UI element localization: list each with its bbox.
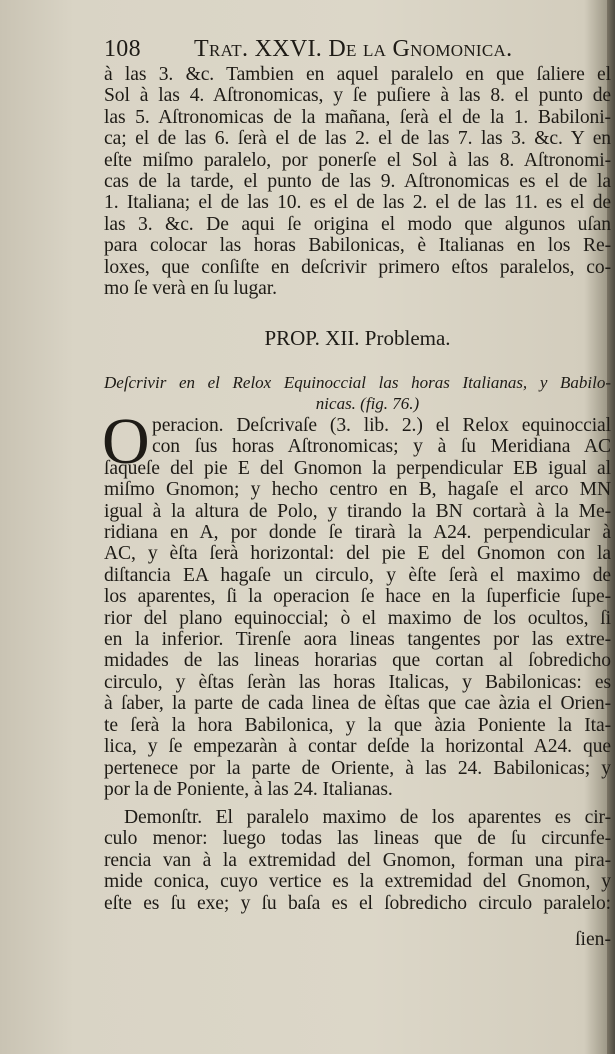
text-line: diſtancia EA hagaſe un circulo, y èſte ſerà el maximo de [104, 564, 611, 586]
text-line: AC, y èſta ſerà horizontal: del pie E del Gnomon con la [104, 543, 611, 565]
text-line: por la de Poniente, à las 24. Italianas. [104, 778, 393, 800]
text-line: ſaqueſe del pie E del Gnomon la perpendicular EB igual al [104, 457, 611, 479]
text-line: miſmo Gnomon; y hecho centro en B, hagaſe el arco MN [104, 479, 611, 501]
text-line: Demonſtr. El paralelo maximo de los aparentes es cir- [124, 807, 611, 828]
text-line: peracion. Deſcrivaſe (3. lib. 2.) el Relox equinoccial [152, 415, 611, 436]
text-line: mo ſe verà en ſu lugar. [104, 278, 277, 300]
text-line: loxes, que conſiſte en deſcrivir primero eſtos paralelos, co- [104, 256, 611, 278]
intro-paragraph [104, 64, 611, 299]
page-number: 108 [104, 36, 141, 62]
text-line: las 3. &c. De aqui ſe origina el modo que algunos uſan [104, 213, 611, 235]
text-line: pertenece por la parte de Oriente, à las 24. Babilonicas; y [104, 757, 611, 779]
text-line: en la inferior. Tirenſe aora lineas tangentes por las extre- [104, 629, 611, 651]
running-title: Trat. XXVI. De la Gnomonica. [194, 36, 513, 62]
text-line: igual à la altura de Polo, y tirando la BN cortarà à la Me- [104, 500, 611, 522]
text-line: lica, y ſe empezaràn à contar deſde la horizontal A24. que [104, 736, 611, 758]
text-line: midades de las lineas horarias que cortan al ſobredicho [104, 650, 611, 672]
text-line: à las 3. &c. Tambien en aquel paralelo en que ſaliere el [104, 64, 611, 85]
running-header [104, 36, 604, 66]
text-line: à ſaber, la parte de cada linea de èſtas que cae àzia el Orien- [104, 693, 611, 715]
text-line: circulo, y èſtas ſeràn las horas Italicas, y Babilonicas: es [104, 671, 611, 693]
text-line: los aparentes, ſi la operacion ſe hace en la ſuperficie ſupe- [104, 586, 611, 608]
text-line: con ſus horas Aſtronomicas; y à ſu Meridiana AC [152, 436, 611, 458]
text-line: eſte miſmo paralelo, por ponerſe el Sol à las 8. Aſtronomi- [104, 149, 611, 171]
text-line: te ſerà la hora Babilonica, y la que àzia Poniente la Ita- [104, 714, 611, 736]
text-line: rior del plano equinoccial; ò el maximo de los ocultos, ſi [104, 607, 611, 629]
proposition-heading: PROP. XII. Problema. [264, 326, 451, 350]
title-line: Deſcrivir en el Relox Equinoccial las horas Italianas, y Babilo- [104, 373, 611, 392]
drop-capital: O [102, 405, 150, 478]
catchword: ſien- [575, 929, 611, 950]
text-line: culo menor: luego todas las lineas que de ſu circunfe- [104, 828, 611, 850]
text-line: para colocar las horas Babilonicas, è Italianas en los Re- [104, 235, 611, 257]
title-line: nicas. (fig. 76.) [315, 394, 420, 413]
proposition-title [104, 372, 611, 414]
operacion-paragraph [102, 405, 611, 800]
text-line: 1. Italiana; el de las 10. es el de las 2. el de las 11. es el de [104, 192, 611, 214]
text-line: mide conica, cuyo vertice es la extremidad del Gnomon, y [104, 871, 611, 893]
text-line: ridiana en A, por donde ſe tirarà la A24. perpendicular à [104, 522, 611, 544]
text-line: rencia van à la extremidad del Gnomon, forman una pira- [104, 849, 611, 871]
text-line: Sol à las 4. Aſtronomicas, y ſe puſiere à las 8. el punto de [104, 85, 611, 107]
text-line: eſte es ſu exe; y ſu baſa es el ſobredicho circulo paralelo: [104, 892, 611, 914]
text-line: ca; el de las 6. ſerà el de las 2. el de las 7. las 3. &c. Y en [104, 128, 611, 150]
demonstracion-paragraph [104, 807, 611, 914]
text-line: cas de la tarde, el punto de las 9. Aſtronomicas es el de la [104, 171, 611, 193]
text-line: las 5. Aſtronomicas de la mañana, ſerà el de la 1. Babiloni- [104, 106, 611, 128]
